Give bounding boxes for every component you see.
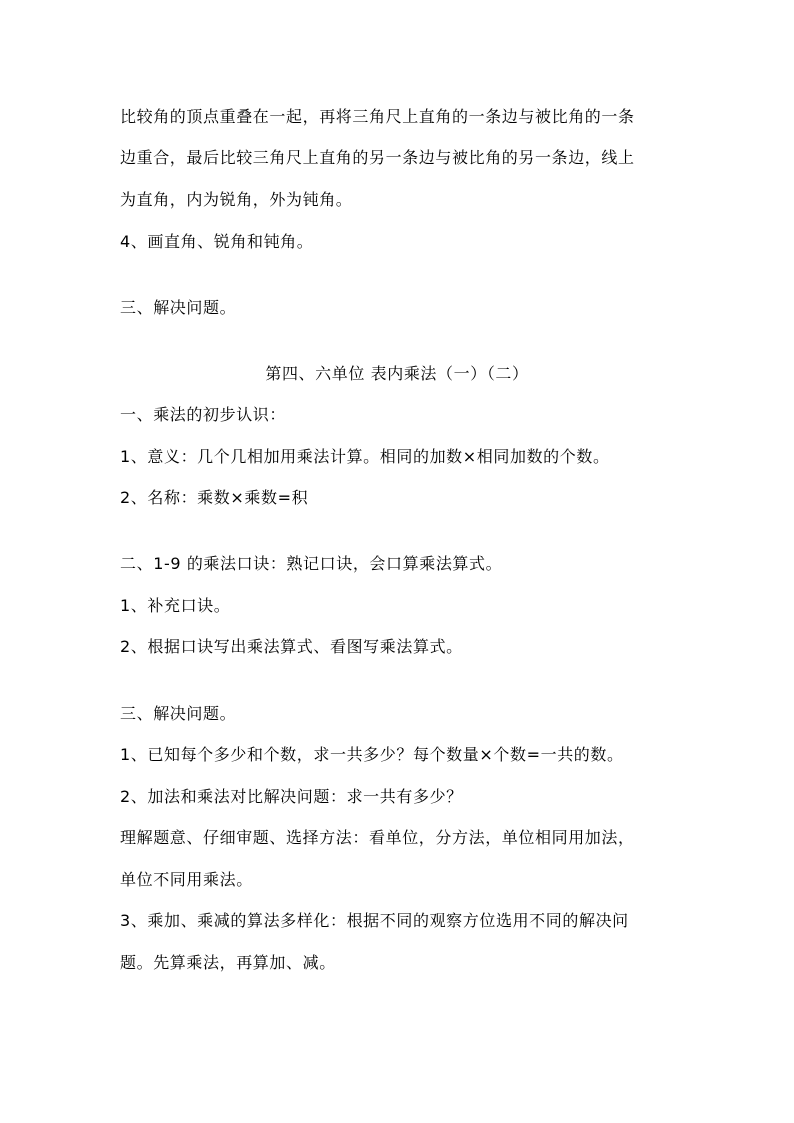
list-item: 1、补充口诀。 [120,596,231,615]
paragraph-line: 单位不同用乘法。 [120,870,253,889]
section-heading: 二、1-9 的乘法口诀：熟记口诀，会口算乘法算式。 [120,554,503,573]
unit-title: 第四、六单位 表内乘法（一）（二） [265,364,529,383]
section-heading: 一、乘法的初步认识： [120,405,287,424]
list-item: 3、乘加、乘减的算法多样化：根据不同的观察方位选用不同的解决问 [120,911,629,930]
list-item: 2、名称：乘数×乘数=积 [120,488,309,507]
list-item: 1、意义：几个几相加用乘法计算。相同的加数×相同加数的个数。 [120,447,610,466]
list-item: 1、已知每个多少和个数，求一共多少？每个数量×个数=一共的数。 [120,745,624,764]
list-item: 2、加法和乘法对比解决问题：求一共有多少？ [120,787,463,806]
list-item: 4、画直角、锐角和钝角。 [120,232,314,251]
list-item: 2、根据口诀写出乘法算式、看图写乘法算式。 [120,637,463,656]
paragraph-line: 理解题意、仔细审题、选择方法：看单位，分方法，单位相同用加法， [120,828,635,847]
paragraph-line: 边重合，最后比较三角尺上直角的另一条边与被比角的另一条边，线上 [120,148,635,167]
section-heading: 三、解决问题。 [120,298,237,317]
paragraph-line: 题。先算乘法，再算加、减。 [120,953,336,972]
paragraph-line: 比较角的顶点重叠在一起，再将三角尺上直角的一条边与被比角的一条 [120,107,635,126]
section-heading: 三、解决问题。 [120,704,237,723]
paragraph-line: 为直角，内为锐角，外为钝角。 [120,190,353,209]
